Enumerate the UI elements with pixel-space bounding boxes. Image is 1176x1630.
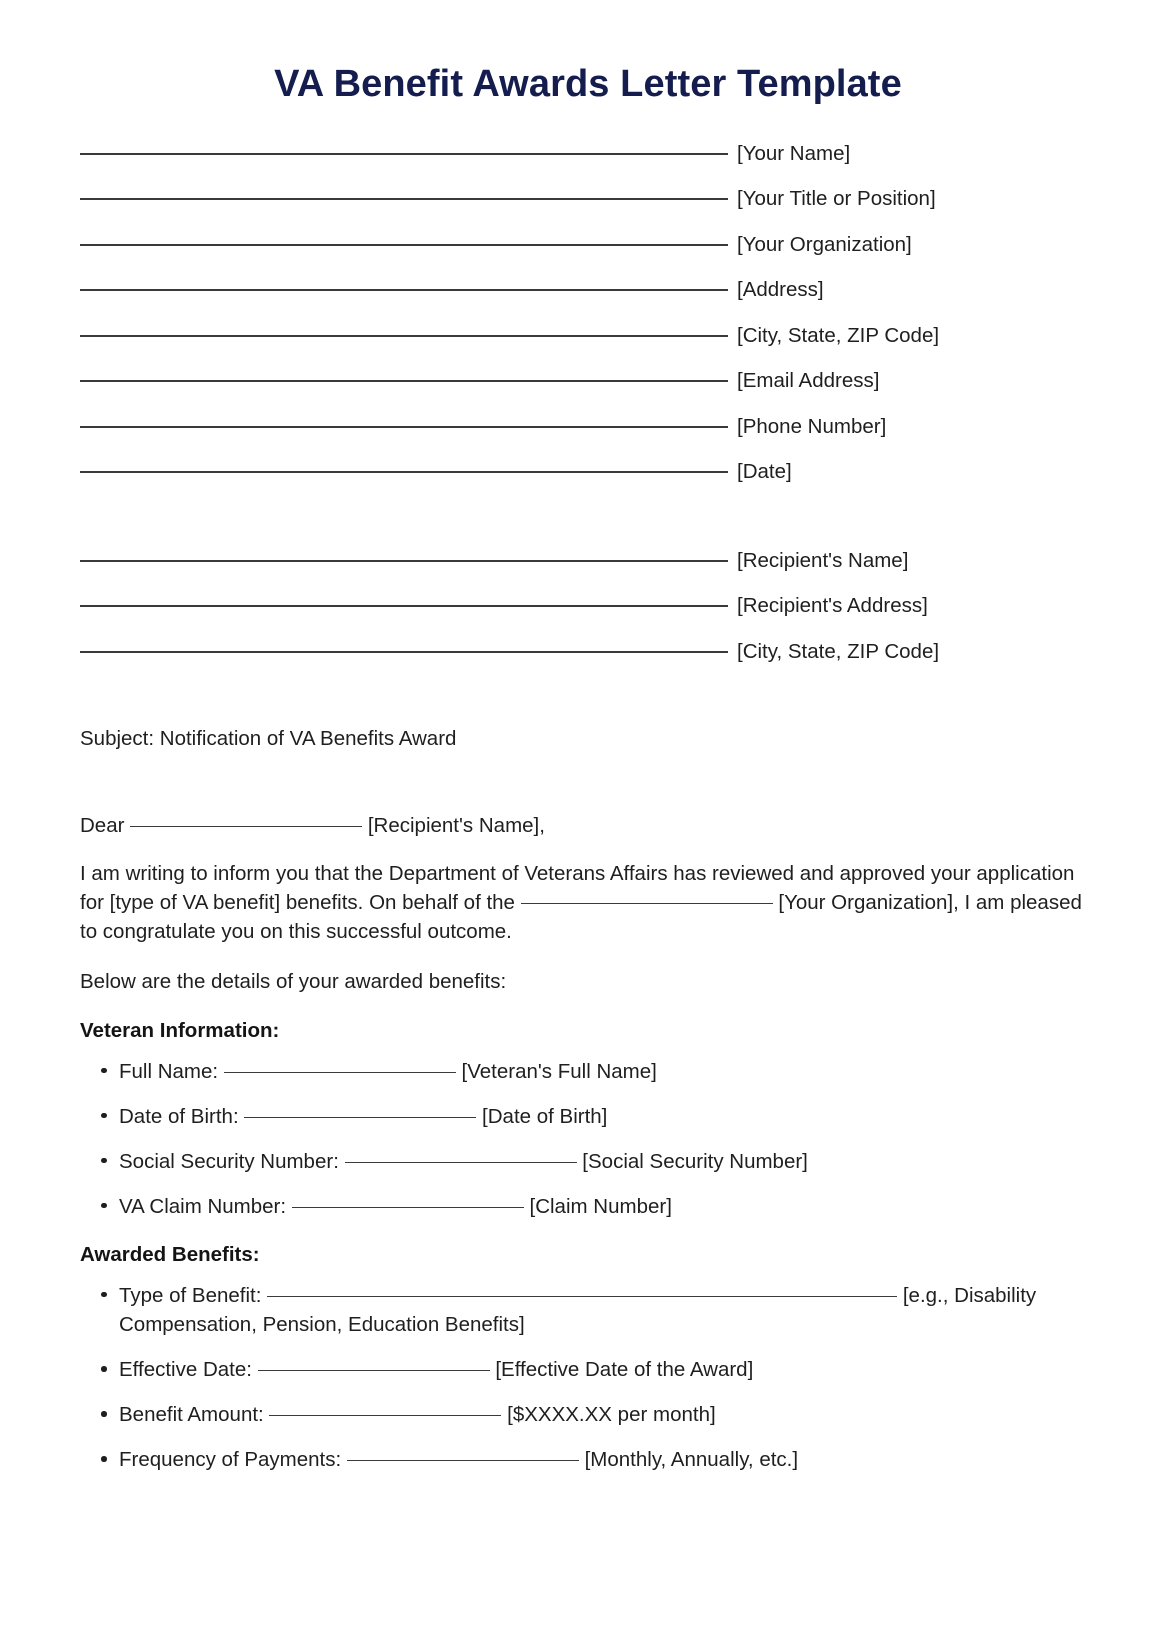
sender-label: [City, State, ZIP Code] <box>737 323 940 347</box>
recipient-row-address <box>80 594 1096 640</box>
fill-in-rule[interactable] <box>267 1296 897 1297</box>
body-paragraph-2: Below are the details of your awarded benefits: <box>80 970 507 994</box>
fill-in-rule[interactable] <box>345 1162 577 1163</box>
recipient-row-name <box>80 549 1096 595</box>
block-spacer <box>80 506 1096 549</box>
fill-in-rule[interactable] <box>80 471 728 473</box>
recipient-label: [City, State, ZIP Code] <box>737 639 940 663</box>
fill-in-rule[interactable] <box>80 244 728 246</box>
field-label: Date of Birth: <box>119 1104 239 1128</box>
fill-in-rule[interactable] <box>130 826 362 827</box>
page-title: VA Benefit Awards Letter Template <box>274 63 902 105</box>
fill-in-rule[interactable] <box>258 1370 490 1371</box>
sender-row-your-name <box>80 142 1096 188</box>
field-label: Frequency of Payments: <box>119 1448 342 1472</box>
body-paragraph-1-part-2: [Your Organization], I am pleased to congratulate you on this successful outcome. <box>80 891 1082 944</box>
field-label: Social Security Number: <box>119 1149 339 1173</box>
list-item <box>80 1281 1096 1339</box>
sender-row-address <box>80 278 1096 324</box>
salutation-suffix: [Recipient's Name], <box>367 814 545 838</box>
sender-row-date <box>80 460 1096 506</box>
salutation-line <box>80 814 1096 838</box>
fill-in-rule[interactable] <box>80 560 728 562</box>
recipient-label: [Recipient's Address] <box>737 594 928 618</box>
sender-label: [Date] <box>737 460 792 484</box>
fill-in-rule[interactable] <box>80 426 728 428</box>
subject-line: Subject: Notification of VA Benefits Award <box>80 727 457 751</box>
field-hint: [$XXXX.XX per month] <box>507 1403 716 1427</box>
letter-body <box>80 108 1096 1475</box>
field-hint: [Veteran's Full Name] <box>461 1059 657 1083</box>
field-hint: [e.g., Disability Compensation, Pension, Education Benefits] <box>119 1283 1037 1337</box>
salutation-prefix: Dear <box>80 814 125 838</box>
fill-in-rule[interactable] <box>80 198 728 200</box>
sender-label: [Your Organization] <box>737 232 912 256</box>
section-heading-awarded-benefits: Awarded Benefits: <box>80 1242 260 1266</box>
field-label: Effective Date: <box>119 1358 252 1382</box>
sender-label: [Phone Number] <box>737 414 887 438</box>
sender-label: [Address] <box>737 278 824 302</box>
recipient-row-city-state-zip <box>80 640 1096 686</box>
list-item <box>80 1445 1096 1474</box>
fill-in-rule[interactable] <box>269 1415 501 1416</box>
list-item <box>80 1102 1096 1131</box>
field-hint: [Monthly, Annually, etc.] <box>584 1448 799 1472</box>
sender-row-email-address <box>80 369 1096 415</box>
fill-in-rule[interactable] <box>244 1117 476 1118</box>
fill-in-rule[interactable] <box>347 1460 579 1461</box>
field-hint: [Claim Number] <box>529 1194 672 1218</box>
fill-in-rule[interactable] <box>80 335 728 337</box>
field-label: VA Claim Number: <box>119 1194 287 1218</box>
list-item <box>80 1400 1096 1429</box>
section-heading-veteran-information: Veteran Information: <box>80 1018 280 1042</box>
recipient-address-block <box>80 549 1096 686</box>
recipient-label: [Recipient's Name] <box>737 548 909 572</box>
fill-in-rule[interactable] <box>80 289 728 291</box>
field-hint: [Social Security Number] <box>582 1149 808 1173</box>
fill-in-rule[interactable] <box>80 153 728 155</box>
sender-row-city-state-zip <box>80 324 1096 370</box>
field-label: Type of Benefit: <box>119 1283 262 1307</box>
fill-in-rule[interactable] <box>80 605 728 607</box>
list-item <box>80 1057 1096 1086</box>
fill-in-rule[interactable] <box>292 1207 524 1208</box>
field-label: Benefit Amount: <box>119 1403 264 1427</box>
sender-row-your-title <box>80 187 1096 233</box>
awarded-benefits-list <box>80 1281 1096 1475</box>
sender-label: [Email Address] <box>737 369 880 393</box>
fill-in-rule[interactable] <box>224 1072 456 1073</box>
sender-row-your-organization <box>80 233 1096 279</box>
fill-in-rule[interactable] <box>80 651 728 653</box>
sender-address-block <box>80 142 1096 506</box>
list-item <box>80 1192 1096 1221</box>
fill-in-rule[interactable] <box>521 903 773 904</box>
field-label: Full Name: <box>119 1059 219 1083</box>
sender-row-phone-number <box>80 415 1096 461</box>
list-item <box>80 1147 1096 1176</box>
field-hint: [Effective Date of the Award] <box>495 1358 754 1382</box>
field-hint: [Date of Birth] <box>482 1104 608 1128</box>
body-paragraph-1 <box>80 859 1096 946</box>
fill-in-rule[interactable] <box>80 380 728 382</box>
sender-label: [Your Name] <box>737 141 851 165</box>
body-paragraph-1-part-1: I am writing to inform you that the Department of Veterans Affairs has reviewed and approved your application for [type of VA benefit] benefits. On behalf of the <box>80 862 1075 915</box>
veteran-information-list <box>80 1057 1096 1221</box>
sender-label: [Your Title or Position] <box>737 187 936 211</box>
list-item <box>80 1355 1096 1384</box>
